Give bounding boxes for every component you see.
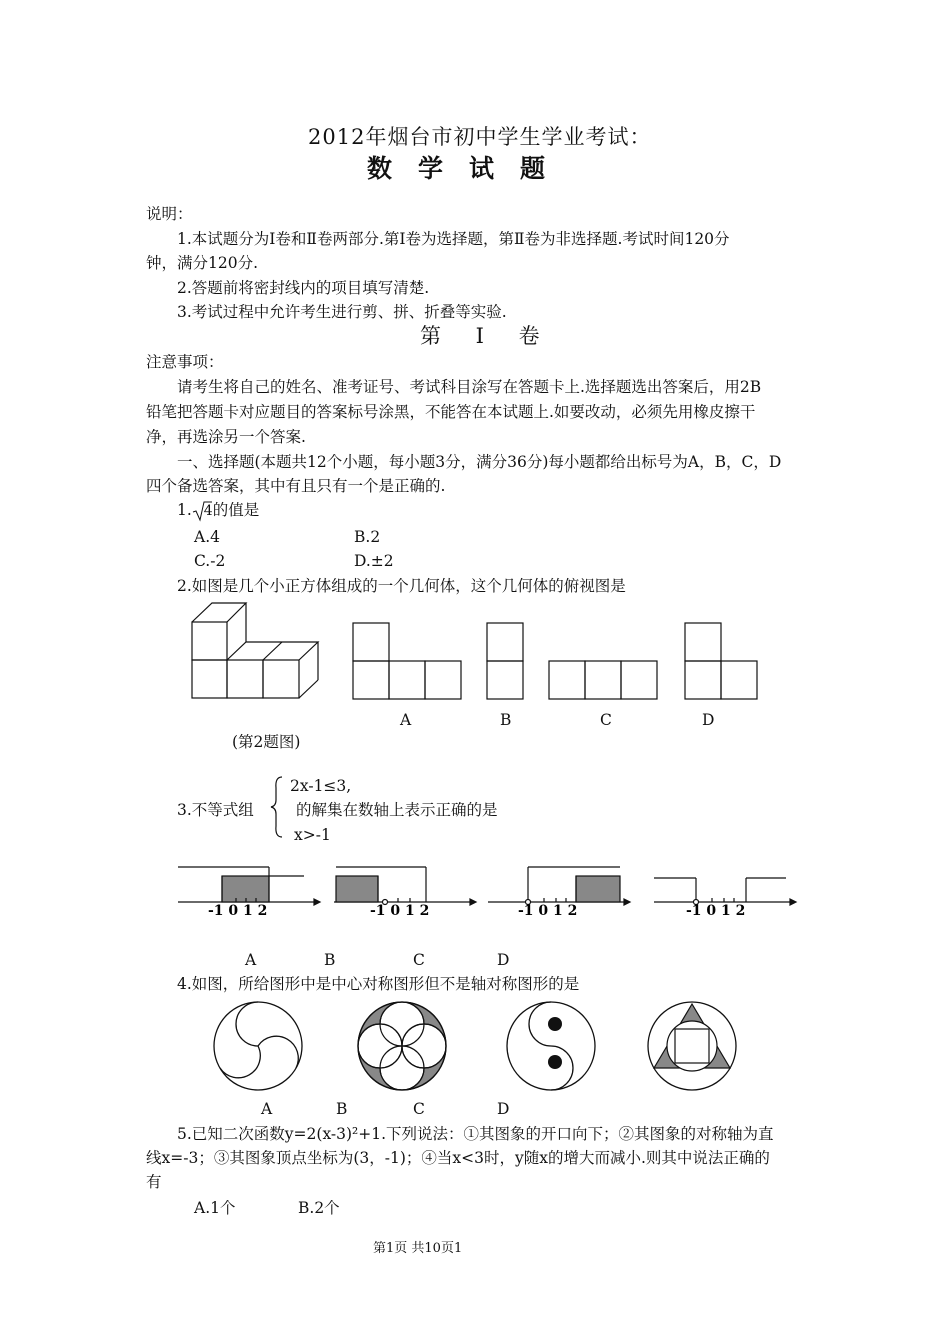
q3-number-line-b [334,862,476,918]
notice-line2: 铅笔把答题卡对应题目的答案标号涂黑，不能答在本试题上.如要改动，必须先用橡皮擦干 [146,403,756,421]
q3-inequality-1: 2x-1≤3, [290,777,352,795]
q3-number-line-a [178,862,320,918]
q2-option-d-figure [684,622,760,702]
q1-option-b: B.2 [354,528,381,546]
q1-option-c: C.-2 [194,552,226,570]
q3-label-a: A [245,951,257,969]
subject-title: 数学试题 [367,154,572,183]
sqrt-symbol [192,499,213,522]
radicand: 4 [203,503,213,519]
q2-label-c: C [600,711,612,729]
question-3-prefix: 3.不等式组 [177,801,254,819]
q3-number-line-d [654,862,796,918]
q1-option-a: A.4 [194,528,220,546]
q3-label-d: D [497,951,510,969]
q3-c-ticks: -1 0 1 2 [518,903,578,919]
question-5-line3: 有 [146,1173,162,1191]
q4-figure-d-triangle-square [646,1000,738,1092]
question-5-line2: 线x=-3；③其图象顶点坐标为(3，-1)；④当x<3时，y随x的增大而减小.则其中说法正确的 [146,1149,770,1167]
q2-label-a: A [400,711,412,729]
q3-label-b: B [324,951,336,969]
instruction-3: 3.考试过程中允许考生进行剪、拼、折叠等实验. [177,303,507,321]
question-2-stem: 2.如图是几个小正方体组成的一个几何体，这个几何体的俯视图是 [177,577,626,595]
q4-label-a: A [261,1100,273,1118]
q2-label-b: B [500,711,512,729]
instruction-1-line2: 钟，满分120分. [146,254,259,272]
instruction-1-line1: 1.本试题分为Ⅰ卷和Ⅱ卷两部分.第Ⅰ卷为选择题，第Ⅱ卷为非选择题.考试时间120分 [177,230,730,248]
q4-label-c: C [413,1100,425,1118]
q4-label-d: D [497,1100,510,1118]
q4-label-b: B [336,1100,348,1118]
radical-sign [192,499,212,521]
question-1-number: 1. [177,501,192,519]
q3-label-c: C [413,951,425,969]
q4-figure-c-yin-yang [505,1000,597,1092]
q5-option-b: B.2个 [298,1199,340,1217]
notice-line3: 净，再选涂另一个答案. [146,428,306,446]
q3-stem-middle: 的解集在数轴上表示正确的是 [296,801,498,819]
q2-option-c-figure [548,660,658,702]
question-1-stem [177,499,259,522]
q1-option-d: D.±2 [354,552,394,570]
q3-a-ticks: -1 0 1 2 [208,903,268,919]
q2-option-b-figure [486,622,526,702]
part1-instructions-line2: 四个备选答案，其中有且只有一个是正确的. [146,477,446,495]
exam-title: 2012年烟台市初中学生学业考试： [308,125,652,149]
question-4-stem: 4.如图，所给图形中是中心对称图形但不是轴对称图形的是 [177,975,580,993]
page-footer: 第1页 共10页1 [373,1241,463,1256]
q2-option-a-figure [352,622,462,702]
instructions-heading: 说明： [146,205,193,223]
question-1-suffix: 的值是 [212,501,260,519]
part1-instructions-line1: 一、选择题(本题共12个小题，每小题3分，满分36分)每小题都给出标号为A，B，C，D [177,453,782,471]
q3-number-line-c [488,862,630,918]
q4-figure-b-petals [356,1000,448,1092]
system-brace [270,776,286,838]
q2-figure-caption: (第2题图) [232,733,301,751]
instruction-2: 2.答题前将密封线内的项目填写清楚. [177,279,430,297]
q2-label-d: D [702,711,715,729]
question-5-line1: 5.已知二次函数y=2(x-3)²+1.下列说法：①其图象的开口向下；②其图象的对称轴为直 [177,1125,774,1143]
q2-figure-3d-solid [190,600,322,702]
q3-d-ticks: -1 0 1 2 [686,903,746,919]
notice-line1: 请考生将自己的姓名、准考证号、考试科目涂写在答题卡上.选择题选出答案后，用2B [177,378,762,396]
q3-b-ticks: -1 0 1 2 [370,903,430,919]
q5-option-a: A.1个 [194,1199,236,1217]
section-title: 第 Ⅰ 卷 [420,324,554,348]
q4-figure-a-swirl [212,1000,304,1092]
q3-inequality-2: x>-1 [294,826,331,844]
notice-heading: 注意事项： [146,353,224,371]
